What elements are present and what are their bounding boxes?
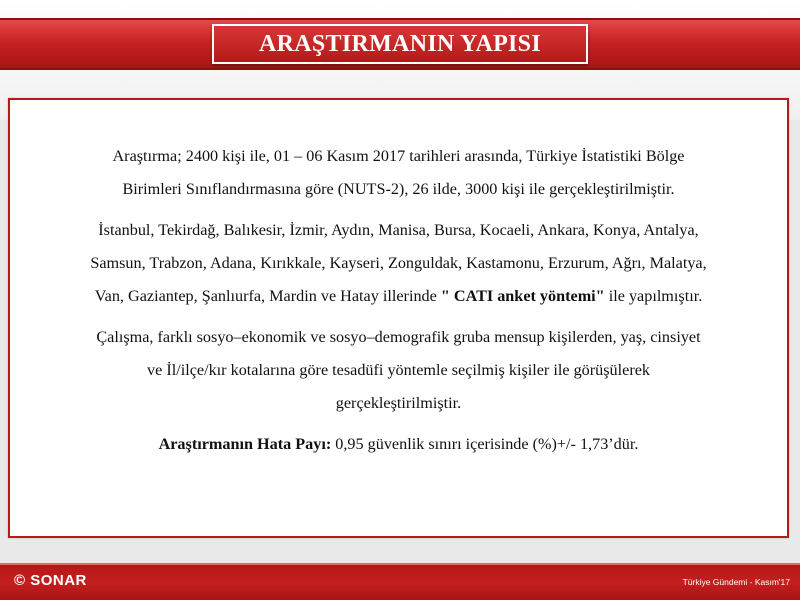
paragraph-sampling <box>26 321 771 420</box>
footer-note: Türkiye Gündemi - Kasım'17 <box>682 577 790 587</box>
footer-bar <box>0 563 800 600</box>
paragraph-study-info <box>26 140 771 206</box>
text-line: Van, Gaziantep, Şanlıurfa, Mardin ve Hatay illerinde <box>94 287 441 305</box>
text-line: Çalışma, farklı sosyo–ekonomik ve sosyo–demografik gruba mensup kişilerden, yaş, cinsiyet <box>96 328 701 346</box>
text-line: ve İl/ilçe/kır kotalarına göre tesadüfi yöntemle seçilmiş kişiler ile görüşülerek <box>147 361 650 379</box>
title-frame <box>212 24 588 64</box>
text-line: ile yapılmıştır. <box>604 287 703 305</box>
text-line: İstanbul, Tekirdağ, Balıkesir, İzmir, Aydın, Manisa, Bursa, Kocaeli, Ankara, Konya, Antalya, <box>98 221 699 239</box>
paragraph-provinces <box>26 214 771 313</box>
paragraph-error-margin <box>26 428 771 461</box>
text-line: gerçekleştirilmiştir. <box>335 394 462 412</box>
error-margin-value: 0,95 güvenlik sınırı içerisinde (%)+/- 1,73’dür. <box>331 435 639 453</box>
brand-logo: © SONAR <box>14 572 87 589</box>
text-line: Samsun, Trabzon, Adana, Kırıkkale, Kayseri, Zonguldak, Kastamonu, Erzurum, Ağrı, Malatya, <box>90 254 707 272</box>
slide-title: ARAŞTIRMANIN YAPISI <box>259 30 541 57</box>
content-box <box>8 98 789 538</box>
title-bar <box>0 18 800 70</box>
error-margin-label: Araştırmanın Hata Payı: <box>158 435 332 453</box>
method-highlight: " CATI anket yöntemi" <box>440 287 605 305</box>
text-line: Birimleri Sınıflandırmasına göre (NUTS-2), 26 ilde, 3000 kişi ile gerçekleştirilmiştir. <box>122 180 675 198</box>
text-line: Araştırma; 2400 kişi ile, 01 – 06 Kasım 2017 tarihleri arasında, Türkiye İstatistiki Bölge <box>112 147 685 165</box>
